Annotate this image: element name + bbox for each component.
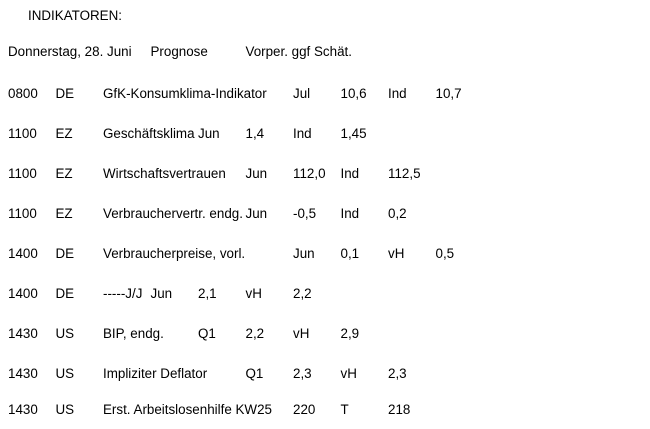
region-cell: US <box>55 326 75 341</box>
period-cell: Jun <box>245 206 268 221</box>
previous-cell: 2,2 <box>293 286 312 301</box>
unit-cell: T <box>340 402 349 417</box>
table-row <box>8 165 650 182</box>
indicator-cell: BIP, endg. <box>103 326 164 341</box>
indicator-cell: Impliziter Deflator <box>103 366 208 381</box>
unit-cell: vH <box>388 246 405 261</box>
forecast-cell: 220 <box>293 402 316 417</box>
time-cell: 1430 <box>8 326 38 341</box>
table-row <box>8 285 650 302</box>
previous-cell: 1,45 <box>340 126 367 141</box>
time-cell: 1400 <box>8 286 38 301</box>
period-cell: Q1 <box>245 366 264 381</box>
region-cell: EZ <box>55 166 73 181</box>
region-cell: US <box>55 366 75 381</box>
region-cell: DE <box>55 246 75 261</box>
time-cell: 1430 <box>8 402 38 417</box>
forecast-cell: 2,1 <box>198 286 217 301</box>
table-row <box>8 85 650 102</box>
previous-cell: 10,7 <box>435 86 462 101</box>
time-cell: 1430 <box>8 366 38 381</box>
indicator-cell: Erst. Arbeitslosenhilfe <box>103 402 232 417</box>
forecast-cell: 112,0 <box>293 166 326 181</box>
unit-cell: Ind <box>293 126 312 141</box>
previous-cell: 218 <box>388 402 411 417</box>
table-row <box>8 325 650 342</box>
date-header <box>8 43 650 60</box>
table-row <box>8 401 650 418</box>
forecast-column-label: Prognose <box>150 44 208 59</box>
time-cell: 1100 <box>8 126 37 141</box>
unit-cell: Ind <box>340 166 360 181</box>
indicator-cell: Geschäftsklima <box>103 126 195 141</box>
region-cell: DE <box>55 86 75 101</box>
previous-cell: 2,3 <box>388 366 407 381</box>
unit-cell: vH <box>245 286 262 301</box>
period-cell: Jun <box>293 246 315 261</box>
period-cell: Q1 <box>198 326 216 341</box>
previous-cell: 112,5 <box>388 166 421 181</box>
unit-cell: Ind <box>340 206 360 221</box>
time-cell: 0800 <box>8 86 38 101</box>
time-cell: 1400 <box>8 246 38 261</box>
indicator-cell: Verbraucherpreise, vorl. <box>103 246 246 261</box>
unit-cell: vH <box>293 326 310 341</box>
previous-cell: 0,5 <box>435 246 455 261</box>
region-cell: EZ <box>55 206 73 221</box>
forecast-cell: 2,3 <box>293 366 312 381</box>
period-cell: Jun <box>150 286 173 301</box>
time-cell: 1100 <box>8 206 37 221</box>
unit-cell: vH <box>340 366 357 381</box>
table-row <box>8 125 650 142</box>
region-cell: DE <box>55 286 75 301</box>
indicator-cell: Verbrauchervertr. endg. <box>103 206 243 221</box>
indicator-cell: Wirtschaftsvertrauen <box>103 166 226 181</box>
period-cell: Jul <box>293 86 311 101</box>
indicator-cell: GfK-Konsumklima-Indikator <box>103 86 267 101</box>
forecast-cell: 1,4 <box>245 126 265 141</box>
forecast-cell: -0,5 <box>293 206 317 221</box>
previous-cell: 0,2 <box>388 206 407 221</box>
period-cell: Jun <box>198 126 220 141</box>
previous-cell: 2,9 <box>340 326 360 341</box>
date-label: Donnerstag, 28. Juni <box>8 44 132 59</box>
table-row <box>8 365 650 382</box>
region-cell: EZ <box>55 126 73 141</box>
previous-column-label: Vorper. ggf Schät. <box>245 44 352 59</box>
table-row <box>8 205 650 222</box>
time-cell: 1100 <box>8 166 37 181</box>
forecast-cell: 0,1 <box>340 246 360 261</box>
forecast-cell: 10,6 <box>340 86 367 101</box>
period-cell: KW25 <box>235 402 272 417</box>
forecast-cell: 2,2 <box>245 326 265 341</box>
page-title: INDIKATOREN: <box>28 8 122 23</box>
region-cell: US <box>55 402 75 417</box>
unit-cell: Ind <box>388 86 407 101</box>
indicator-cell: -----J/J <box>103 286 143 301</box>
table-row <box>8 245 650 262</box>
period-cell: Jun <box>245 166 268 181</box>
